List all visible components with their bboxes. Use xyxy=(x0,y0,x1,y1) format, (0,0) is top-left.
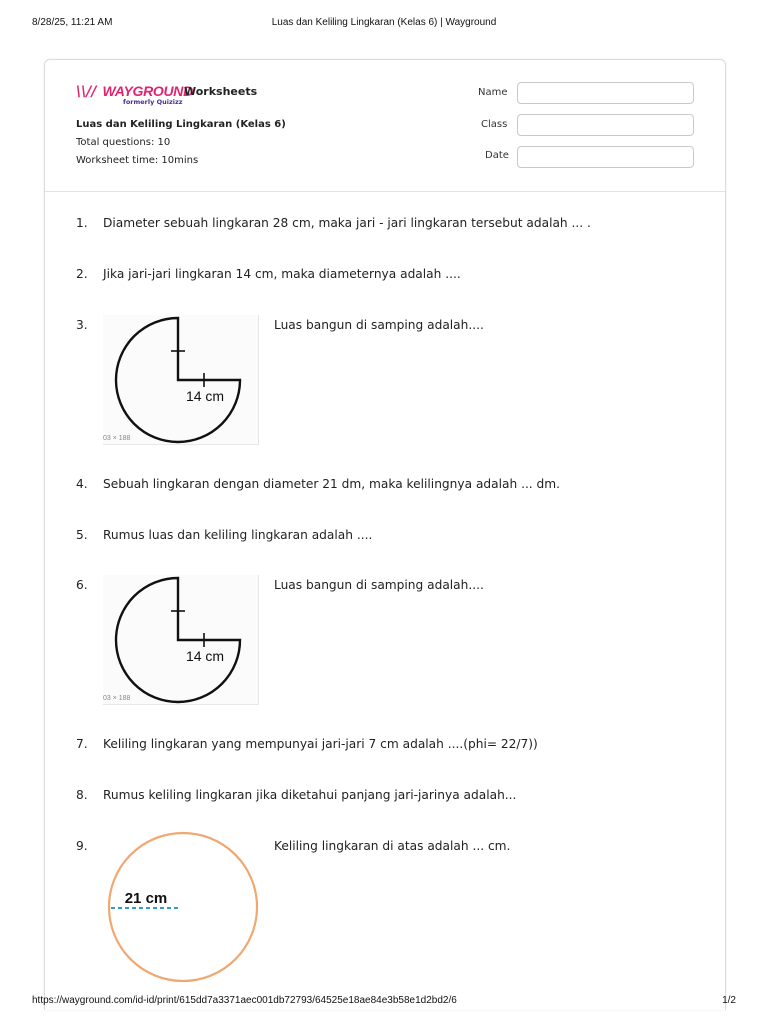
print-url: https://wayground.com/id-id/print/615dd7a3371aec001db72793/64525e18ae84e3b58e1d2bd2/6 xyxy=(32,995,457,1006)
class-label: Class xyxy=(481,119,508,130)
figure-label: 14 cm xyxy=(185,648,225,664)
worksheet-header xyxy=(45,60,725,192)
question-text: Luas bangun di samping adalah.... xyxy=(274,578,484,592)
question-number: 3. xyxy=(76,318,88,332)
question-text: Jika jari-jari lingkaran 14 cm, maka diameternya adalah .... xyxy=(103,267,461,281)
print-header xyxy=(32,17,736,31)
question-number: 8. xyxy=(76,788,88,802)
section-label: Worksheets xyxy=(184,85,258,98)
three-quarter-circle-figure-q3 xyxy=(103,315,259,445)
name-field[interactable] xyxy=(517,82,694,104)
print-page-title: Luas dan Keliling Lingkaran (Kelas 6) | Wayground xyxy=(271,17,497,28)
figure-label: 21 cm xyxy=(124,890,168,907)
figure-label: 14 cm xyxy=(185,388,225,404)
figure-caption: 03 × 188 xyxy=(103,695,131,702)
worksheet-title: Luas dan Keliling Lingkaran (Kelas 6) xyxy=(76,119,286,130)
wayground-logo-icon: \\// xyxy=(76,84,97,100)
question-text: Sebuah lingkaran dengan diameter 21 dm, maka kelilingnya adalah ... dm. xyxy=(103,477,561,491)
question-number: 5. xyxy=(76,528,88,542)
question-text: Rumus keliling lingkaran jika diketahui panjang jari-jarinya adalah... xyxy=(103,788,517,802)
question-text: Diameter sebuah lingkaran 28 cm, maka jari - jari lingkaran tersebut adalah ... . xyxy=(103,216,591,230)
question-text: Keliling lingkaran yang mempunyai jari-jari 7 cm adalah ....(phi= 22/7)) xyxy=(103,737,538,751)
question-9-text-wrap xyxy=(274,839,510,853)
figure-caption: 03 × 188 xyxy=(103,435,131,442)
date-label: Date xyxy=(485,150,509,161)
print-page-number: 1/2 xyxy=(722,995,736,1006)
question-number: 7. xyxy=(76,737,88,751)
question-text: Luas bangun di samping adalah.... xyxy=(274,318,484,332)
circle-figure-q9 xyxy=(103,830,263,985)
question-number: 6. xyxy=(76,578,88,592)
question-number: 4. xyxy=(76,477,88,491)
question-number: 1. xyxy=(76,216,88,230)
question-number: 9. xyxy=(76,839,88,853)
date-field[interactable] xyxy=(517,146,694,168)
class-field[interactable] xyxy=(517,114,694,136)
brand-name: WAYGROUND xyxy=(102,83,193,99)
question-number: 2. xyxy=(76,267,88,281)
print-footer xyxy=(32,995,736,1009)
worksheet-time: Worksheet time: 10mins xyxy=(76,155,199,166)
question-3-text-wrap xyxy=(274,318,484,332)
question-6-text-wrap xyxy=(274,578,484,592)
question-text: Keliling lingkaran di atas adalah ... cm. xyxy=(274,839,511,853)
wayground-logo xyxy=(76,81,193,106)
worksheet-card xyxy=(44,59,726,1010)
total-questions: Total questions: 10 xyxy=(76,137,171,148)
name-label: Name xyxy=(478,87,508,98)
brand-formerly: formerly Quizizz xyxy=(123,98,183,106)
question-text: Rumus luas dan keliling lingkaran adalah .... xyxy=(103,528,373,542)
print-datetime: 8/28/25, 11:21 AM xyxy=(32,17,113,28)
three-quarter-circle-figure-q6 xyxy=(103,575,259,705)
